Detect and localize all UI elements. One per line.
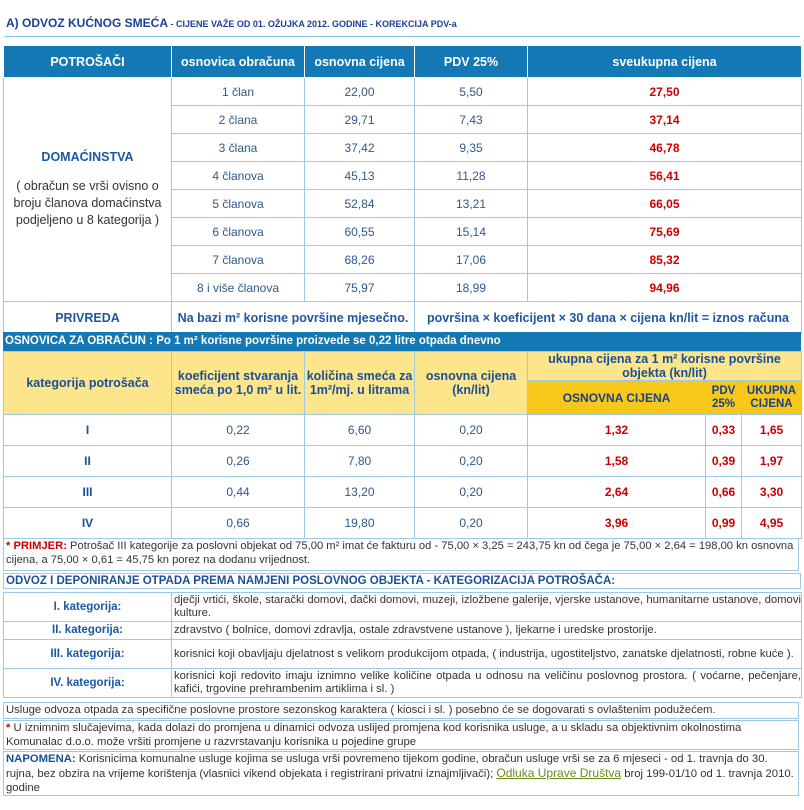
cell-osnovna: 0,20 xyxy=(415,508,528,539)
osnovica-text: OSNOVICA ZA OBRAČUN : Po 1 m² korisne površine proizvede se 0,22 litre otpada dnevno xyxy=(5,335,501,347)
sezonski-text: Usluge odvoza otpada za specifične poslovne prostore sezonskog karaktera ( kiosci i sl. ) posebno će se dogovarati s ovlaštenim podužećem. xyxy=(6,704,716,716)
cell-koeficijent: 0,44 xyxy=(172,477,305,508)
cell-koeficijent: 0,66 xyxy=(172,508,305,539)
kategorija-name: I. kategorija: xyxy=(4,593,172,622)
cell-pdv: 9,35 xyxy=(415,134,528,162)
table-row xyxy=(4,593,802,622)
privreda-row xyxy=(4,302,802,335)
primjer-note xyxy=(3,538,799,571)
cell-ukupno: 94,96 xyxy=(528,274,802,302)
table-header-row xyxy=(4,352,802,381)
odluka-link[interactable]: Odluka Uprave Društva xyxy=(496,766,622,780)
iznimni-note xyxy=(3,720,799,750)
title-main: A) ODVOZ KUĆNOG SMEĆA xyxy=(6,16,168,30)
iznimni-text: U iznimnim slučajevima, kada dolazi do promjena u dinamici odvoza uslijed promjena kod korisnika usluge, a u skladu sa objektivnim okolnostima Komunalac d.o.o. može vršiti promjene u razvrstavanju korisnika u pojedine grupe xyxy=(6,722,742,748)
cell-cijena: 75,97 xyxy=(305,274,415,302)
cell-pdv: 18,99 xyxy=(415,274,528,302)
title-sub: - CIJENE VAŽE OD 01. OŽUJKA 2012. GODINE - KOREKCIJA PDV-a xyxy=(168,19,457,29)
kategorizacija-heading: ODVOZ I DEPONIRANJE OTPADA PREMA NAMJENI POSLOVNOG OBJEKTA - KATEGORIZACIJA POTROŠAČA: xyxy=(3,573,801,589)
primjer-label: PRIMJER: xyxy=(13,540,67,552)
cell-pdv: 11,28 xyxy=(415,162,528,190)
privreda-title: PRIVREDA xyxy=(4,302,172,335)
page-title xyxy=(4,10,800,37)
primjer-text: Potrošač III kategorije za poslovni objekat od 75,00 m² imat će fakturu od - 75,00 × 3,25 = 243,75 kn od čega je 75,00 × 2,64 = 198,00 kn osnovna cijena, a 75,00 × 0,61 = 45,75 kn porez na dodanu vrijednost. xyxy=(6,540,794,566)
cell-cijena: 52,84 xyxy=(305,190,415,218)
kategorija-name: II. kategorija: xyxy=(4,622,172,640)
cell-pdv: 17,06 xyxy=(415,246,528,274)
cell-kolicina: 6,60 xyxy=(305,415,415,446)
kategorija-name: IV. kategorija: xyxy=(4,669,172,698)
cell-osnovna: 0,20 xyxy=(415,477,528,508)
header-cell: POTROŠAČI xyxy=(4,46,172,78)
household-price-table xyxy=(3,45,802,335)
table-row xyxy=(4,669,802,698)
cell-pdv: 5,50 xyxy=(415,78,528,106)
kategorija-desc: korisnici koji redovito imaju iznimno velike količine otpada u odnosu na veličinu poslovnog prostora. ( voćarne, pečenjare, kafići, trgovine prehrambenim artiklima i sl. ) xyxy=(172,669,802,698)
cell-osnovna: 0,20 xyxy=(415,446,528,477)
privreda-formula: površina × koeficijent × 30 dana × cijena kn/lit = iznos računa xyxy=(415,302,802,335)
header-ukupna: ukupna cijena za 1 m² korisne površine objekta (kn/lit) xyxy=(528,352,802,381)
kategorija-name: III. kategorija: xyxy=(4,640,172,669)
cell-kategorija: II xyxy=(4,446,172,477)
domacinstva-note: ( obračun se vrši ovisno o broju članova domaćinstva podjeljeno u 8 kategorija ) xyxy=(13,179,162,227)
napomena-note xyxy=(3,751,799,796)
cell-kolicina: 7,80 xyxy=(305,446,415,477)
cell-cijena: 60,55 xyxy=(305,218,415,246)
table-row xyxy=(4,640,802,669)
header-koeficijent: koeficijent stvaranja smeća po 1,0 m² u lit. xyxy=(172,352,305,415)
cell-osnovica: 8 i više članova xyxy=(172,274,305,302)
cell-pdv: 15,14 xyxy=(415,218,528,246)
cell-cijena: 45,13 xyxy=(305,162,415,190)
table-row xyxy=(4,446,802,477)
cell-pdv: 0,66 xyxy=(706,477,742,508)
header-kategorija: kategorija potrošača xyxy=(4,352,172,415)
cell-ukupna: 4,95 xyxy=(742,508,802,539)
cell-ukupna: 1,65 xyxy=(742,415,802,446)
cell-kategorija: I xyxy=(4,415,172,446)
cell-cijena: 37,42 xyxy=(305,134,415,162)
cell-kategorija: III xyxy=(4,477,172,508)
kategorizacija-table xyxy=(3,592,802,698)
cell-osnovica: 2 člana xyxy=(172,106,305,134)
cell-osnovna-cijena: 3,96 xyxy=(528,508,706,539)
table-header-row xyxy=(4,46,802,78)
cell-ukupna: 1,97 xyxy=(742,446,802,477)
napomena-text: Korisnicima komunalne usluge kojima se usluga vrši povremeno tijekom godine, obračun usluge vrši se za 6 mjeseci - od 1. travnja do 30. rujna, bez obzira na vrijeme korištenja (vlasnici vikend objekata i registrirani privatni iznajmljivači); xyxy=(6,753,768,780)
kategorija-desc: zdravstvo ( bolnice, domovi zdravlja, ostale zdravstvene ustanove ), ljekarne i uredske prostorije. xyxy=(172,622,802,640)
cell-osnovica: 7 članova xyxy=(172,246,305,274)
iznimni-star: * xyxy=(6,722,11,734)
header-cell: PDV 25% xyxy=(415,46,528,78)
table-row xyxy=(4,477,802,508)
header-ukupna-cijena: UKUPNA CIJENA xyxy=(742,381,802,415)
cell-ukupno: 66,05 xyxy=(528,190,802,218)
header-pdv: PDV 25% xyxy=(706,381,742,415)
kategorija-desc: korisnici koji obavljaju djelatnost s velikom produkcijom otpada, ( industrija, ugostiteljstvo, zanatske djelatnosti, robne kuće ). xyxy=(172,640,802,669)
domacinstva-title: DOMAĆINSTVA xyxy=(41,150,134,164)
cell-osnovica: 3 člana xyxy=(172,134,305,162)
cell-pdv: 0,99 xyxy=(706,508,742,539)
cell-ukupno: 27,50 xyxy=(528,78,802,106)
cell-cijena: 29,71 xyxy=(305,106,415,134)
cell-ukupno: 75,69 xyxy=(528,218,802,246)
cell-osnovna: 0,20 xyxy=(415,415,528,446)
table-row xyxy=(4,622,802,640)
cell-koeficijent: 0,22 xyxy=(172,415,305,446)
kategorija-desc: dječji vrtići, škole, starački domovi, đački domovi, muzeji, izložbene galerije, vjerske ustanove, humanitarne ustanove, domovi kulture. xyxy=(172,593,802,622)
cell-osnovna-cijena: 2,64 xyxy=(528,477,706,508)
cell-osnovica: 1 član xyxy=(172,78,305,106)
cell-osnovna-cijena: 1,32 xyxy=(528,415,706,446)
napomena-label: NAPOMENA: xyxy=(6,753,76,765)
primjer-star: * xyxy=(6,540,11,552)
cell-pdv: 13,21 xyxy=(415,190,528,218)
header-osnovna-cijena: OSNOVNA CIJENA xyxy=(528,381,706,415)
napomena-end: broj 199-01/10 od 1. travnja 2010. godine xyxy=(6,768,794,794)
header-osnovna: osnovna cijena (kn/lit) xyxy=(415,352,528,415)
cell-cijena: 68,26 xyxy=(305,246,415,274)
cell-ukupno: 56,41 xyxy=(528,162,802,190)
header-kolicina: količina smeća za 1m²/mj. u litrama xyxy=(305,352,415,415)
cell-pdv: 0,33 xyxy=(706,415,742,446)
cell-osnovna-cijena: 1,58 xyxy=(528,446,706,477)
cell-osnovica: 6 članova xyxy=(172,218,305,246)
cell-ukupno: 37,14 xyxy=(528,106,802,134)
cell-kolicina: 19,80 xyxy=(305,508,415,539)
table-row xyxy=(4,508,802,539)
cell-ukupna: 3,30 xyxy=(742,477,802,508)
cell-osnovica: 4 članova xyxy=(172,162,305,190)
table-row xyxy=(4,415,802,446)
cell-pdv: 7,43 xyxy=(415,106,528,134)
cell-kolicina: 13,20 xyxy=(305,477,415,508)
cell-osnovica: 5 članova xyxy=(172,190,305,218)
sezonski-note xyxy=(3,702,799,719)
osnovica-bar xyxy=(3,332,801,351)
table-row xyxy=(4,78,802,106)
cell-kategorija: IV xyxy=(4,508,172,539)
cell-ukupno: 85,32 xyxy=(528,246,802,274)
business-price-table xyxy=(3,351,802,539)
domacinstva-cell xyxy=(4,78,172,302)
cell-cijena: 22,00 xyxy=(305,78,415,106)
privreda-basis: Na bazi m² korisne površine mjesečno. xyxy=(172,302,415,335)
header-cell: osnovica obračuna xyxy=(172,46,305,78)
cell-ukupno: 46,78 xyxy=(528,134,802,162)
header-cell: sveukupna cijena xyxy=(528,46,802,78)
cell-pdv: 0,39 xyxy=(706,446,742,477)
header-cell: osnovna cijena xyxy=(305,46,415,78)
cell-koeficijent: 0,26 xyxy=(172,446,305,477)
